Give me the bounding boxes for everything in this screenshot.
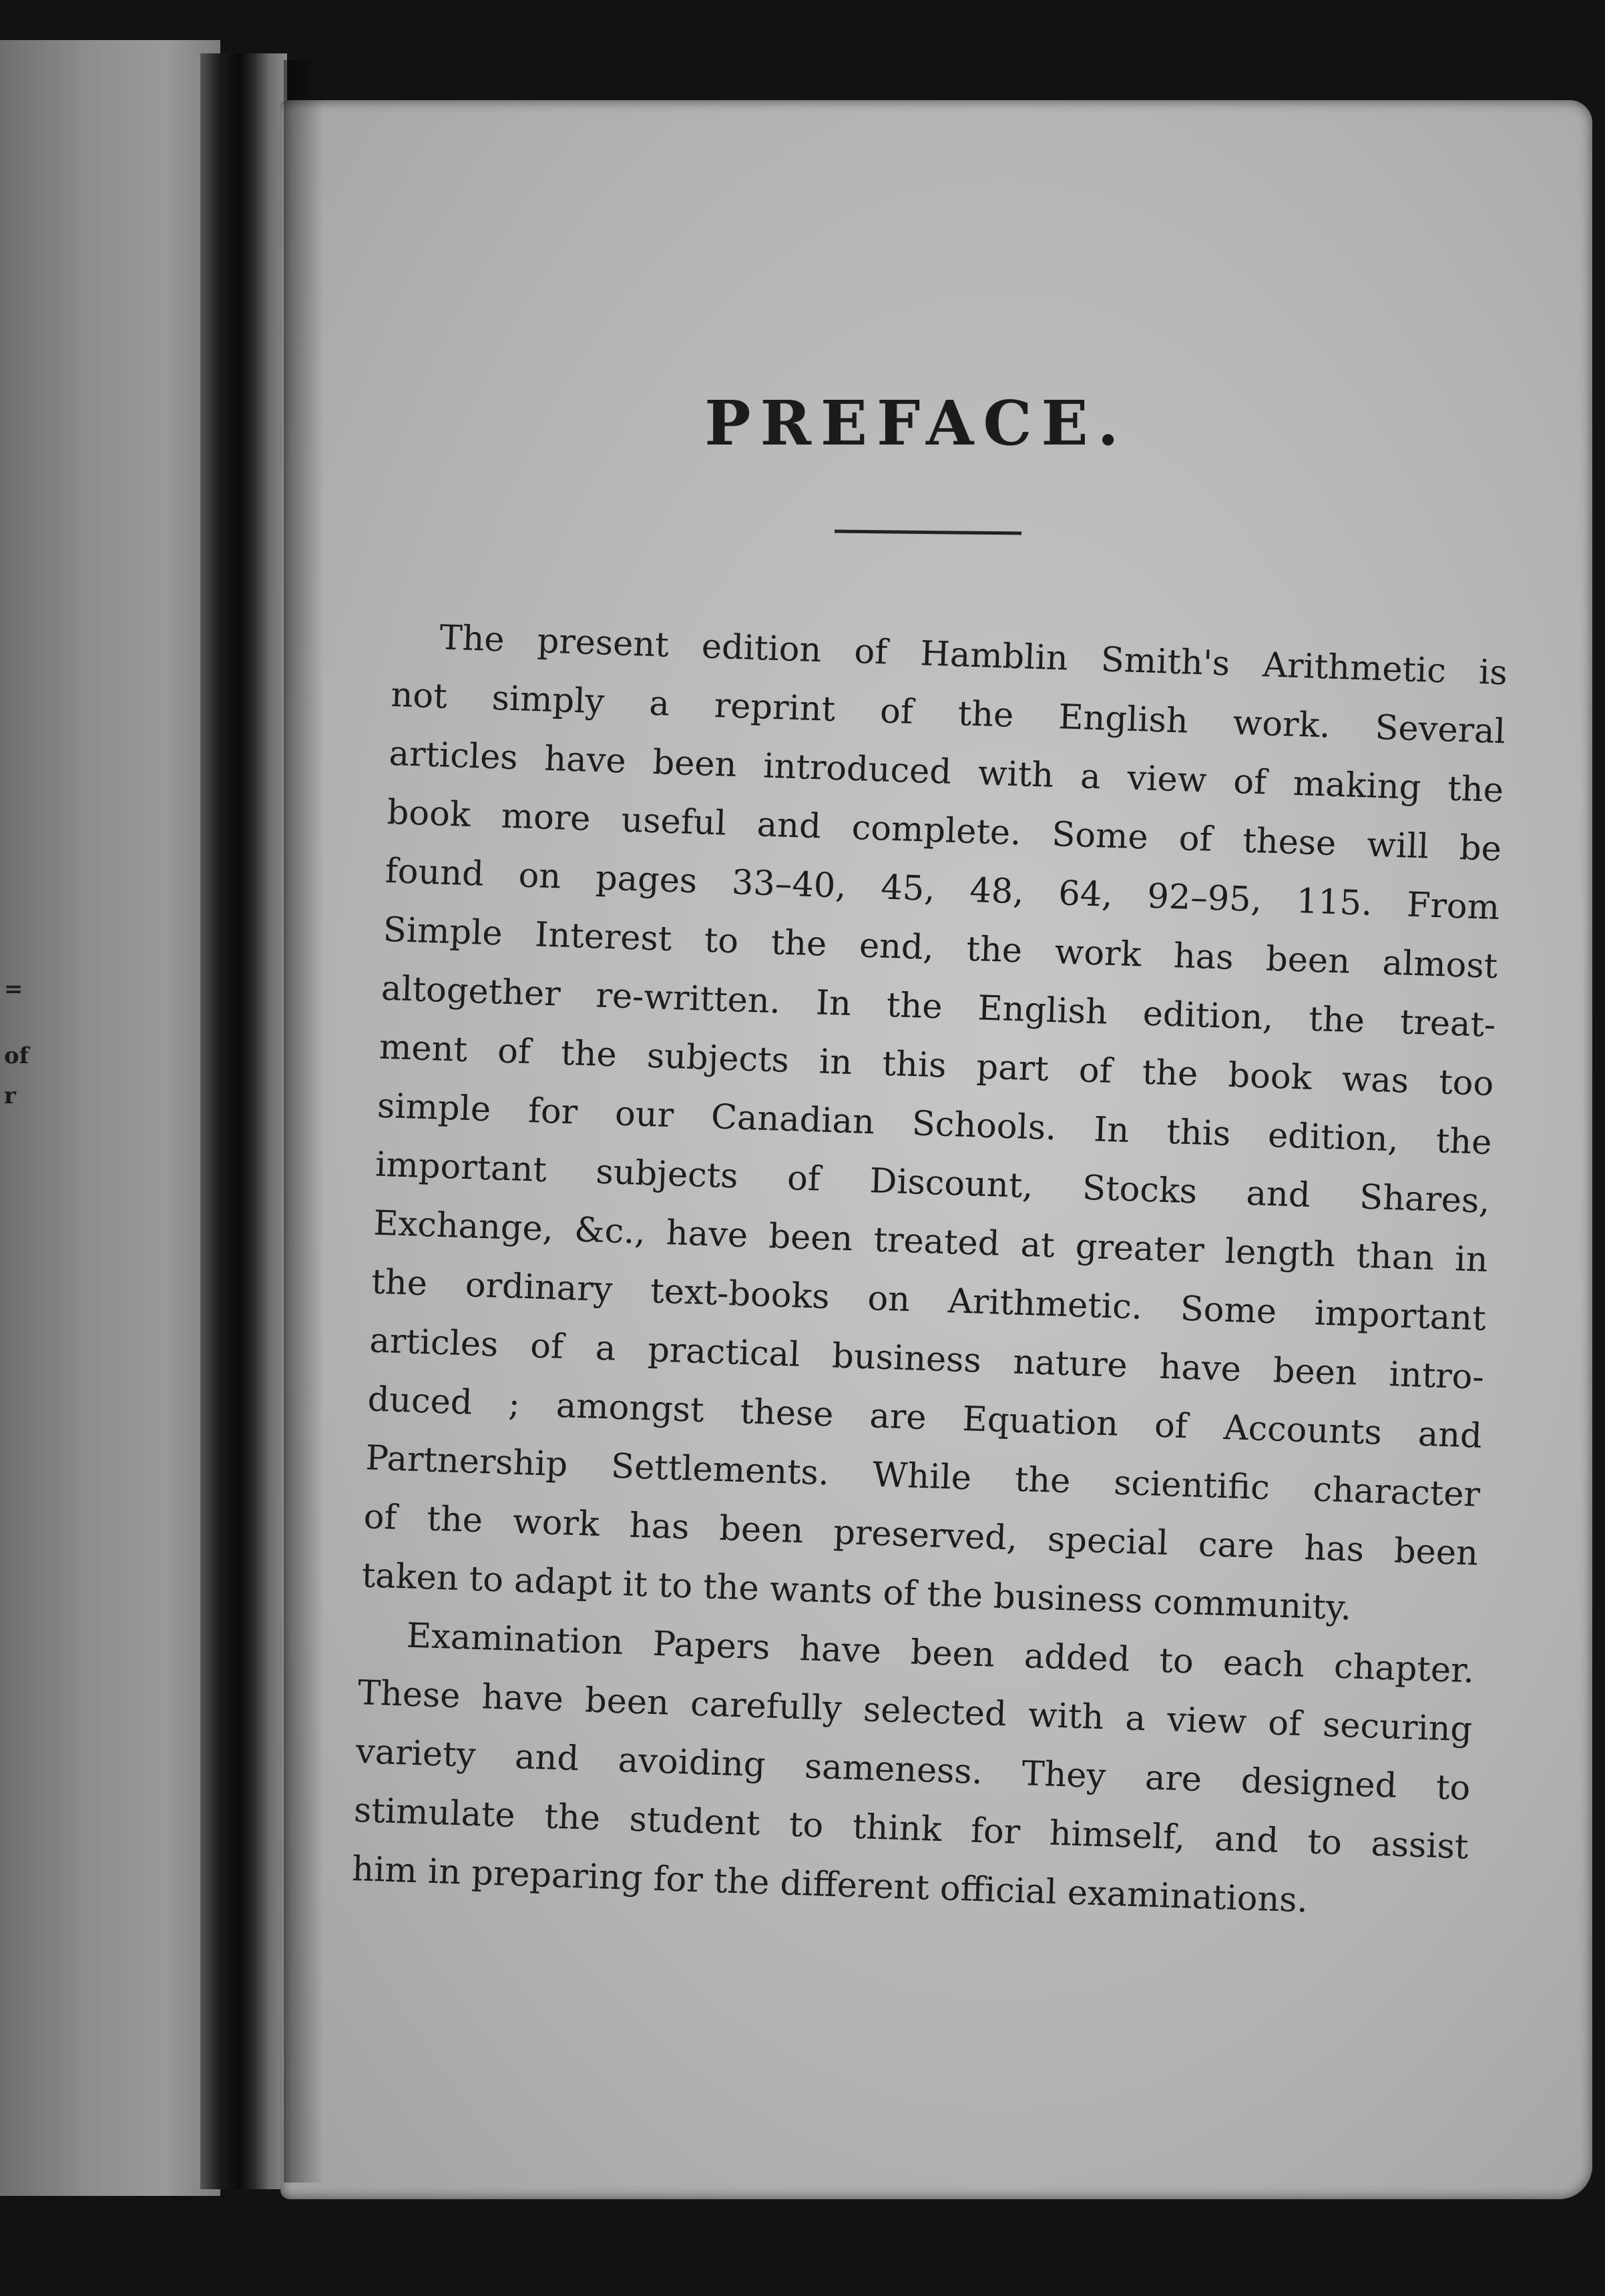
left-page-text-fragment: of xyxy=(4,1043,29,1069)
text-line: These have been carefully selected with a view of securing xyxy=(357,1673,1473,1750)
text-line: Examination Papers have been added to each chapter. xyxy=(405,1616,1475,1691)
text-line: altogether re-written. In the English edition, the treat- xyxy=(381,968,1497,1046)
text-line: Exchange, &c., have been treated at greater length than in xyxy=(373,1203,1489,1280)
left-page-edge xyxy=(0,40,220,2196)
text-line: the ordinary text-books on Arithmetic. Some important xyxy=(371,1262,1487,1339)
text-line: variety and avoiding sameness. They are designed to xyxy=(355,1732,1471,1809)
text-line: articles have been introduced with a view of making the xyxy=(388,734,1504,811)
text-line: book more useful and complete. Some of these will be xyxy=(386,792,1502,870)
text-line: of the work has been preserved, special care has been xyxy=(363,1497,1479,1574)
text-line: ment of the subjects in this part of the book was too xyxy=(379,1027,1495,1104)
preface-body xyxy=(351,607,1508,1936)
text-line: important subjects of Discount, Stocks and Shares, xyxy=(375,1145,1491,1221)
book-spine xyxy=(200,53,287,2189)
text-line: articles of a practical business nature have been intro- xyxy=(369,1321,1485,1398)
page-title: PREFACE. xyxy=(704,387,1128,459)
text-line: not simply a reprint of the English work. Several xyxy=(390,675,1506,752)
left-page-text-fragment: r xyxy=(4,1083,16,1109)
text-line: simple for our Canadian Schools. In this edition, the xyxy=(377,1086,1493,1163)
text-line: him in preparing for the different official examinations. xyxy=(351,1849,1309,1921)
gutter-shadow xyxy=(284,60,324,2183)
preface-page xyxy=(280,100,1592,2199)
text-line: duced ; amongst these are Equation of Accounts and xyxy=(367,1380,1483,1456)
text-line: Simple Interest to the end, the work has been almost xyxy=(382,910,1499,987)
text-line: found on pages 33–40, 45, 48, 64, 92–95, 115. From xyxy=(384,851,1500,928)
text-line: stimulate the student to think for himself, and to assist xyxy=(353,1791,1469,1868)
text-line: taken to adapt it to the wants of the business community. xyxy=(361,1556,1353,1629)
text-line: Partnership Settlements. While the scientific character xyxy=(365,1438,1481,1515)
title-rule xyxy=(835,530,1021,535)
left-page-text-fragment: = xyxy=(4,976,23,1002)
text-line: The present edition of Hamblin Smith's Arithmetic is xyxy=(439,618,1508,693)
